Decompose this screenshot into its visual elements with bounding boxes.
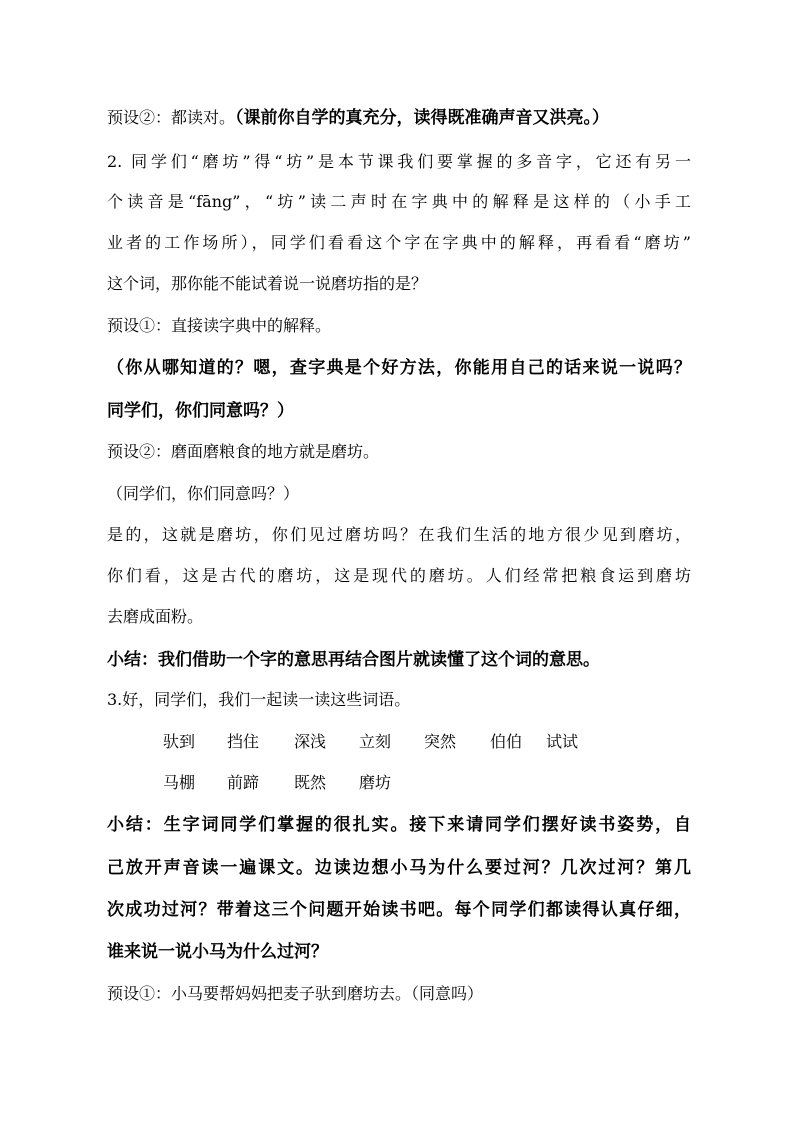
summary-bold: 小结：生字词同学们掌握的很扎实。接下来请同学们摆好读书姿势，自: [107, 815, 691, 835]
bold-teacher-question: 同学们，你们同意吗？）: [107, 401, 294, 421]
vocab-word: 突然: [424, 732, 457, 751]
vocab-word: 驮到: [163, 732, 196, 751]
preset-text: 预设①：小马要帮妈妈把麦子驮到磨坊去。: [107, 984, 412, 1003]
preset-1-answer: [107, 984, 691, 1004]
summary-bold: 己放开声音读一遍课文。边读边想小马为什么要过河？几次过河？第几: [107, 858, 691, 878]
vocab-word: 立刻: [359, 732, 392, 751]
preset-text: 预设②：都读对。: [107, 108, 236, 127]
paragraph-preset-2-read-correctly: [107, 108, 691, 128]
vocab-word: 磨坊: [359, 773, 392, 792]
summary-bold: 谁来说一说小马为什么过河？: [107, 942, 328, 962]
teacher-question: （同意吗）: [411, 984, 484, 1003]
vocab-word: 马棚: [163, 773, 196, 792]
summary-bold: 次成功过河？带着这三个问题开始读书吧。每个同学们都读得认真仔细，: [107, 900, 691, 920]
teacher-feedback-bold: （课前你自学的真充分，读得既准确声音又洪亮。）: [235, 108, 610, 128]
step-3-line: 3.好，同学们，我们一起读一读这些词语。: [107, 690, 411, 709]
vocab-word: 挡住: [227, 732, 260, 751]
summary-bold: 小结：我们借助一个字的意思再结合图片就读懂了这个词的意思。: [107, 650, 600, 670]
vocab-word: 试试: [546, 732, 579, 751]
paragraph-line: 这个词，那你能不能试着说一说磨坊指的是？: [107, 274, 428, 293]
vocab-word: 既然: [294, 773, 327, 792]
paragraph-line: 是的，这就是磨坊，你们见过磨坊吗？在我们生活的地方很少见到磨坊，: [107, 525, 691, 544]
preset-1-line: 预设①：直接读字典中的解释。: [107, 316, 332, 335]
vocab-word: 前蹄: [227, 773, 260, 792]
paragraph-line: 个读音是“fāng”，“坊”读二声时在字典中的解释是这样的（小手工: [107, 192, 691, 211]
paragraph-line: 去磨成面粉。: [107, 607, 204, 626]
paragraph-line: 你们看，这是古代的磨坊，这是现代的磨坊。人们经常把粮食运到磨坊: [107, 566, 691, 585]
vocab-word: 伯伯: [490, 732, 523, 751]
vocab-word: 深浅: [294, 732, 327, 751]
paragraph-line: 业者的工作场所），同学们看看这个字在字典中的解释，再看看“磨坊”: [107, 233, 691, 252]
preset-2-line: 预设②：磨面磨粮食的地方就是磨坊。: [107, 442, 380, 461]
teacher-question: （同学们，你们同意吗？）: [107, 484, 300, 503]
bold-teacher-question: （你从哪知道的？嗯，查字典是个好方法，你能用自己的话来说一说吗？: [107, 358, 691, 378]
paragraph-line: 2. 同学们“磨坊”得“坊”是本节课我们要掌握的多音字，它还有另一: [107, 152, 691, 171]
